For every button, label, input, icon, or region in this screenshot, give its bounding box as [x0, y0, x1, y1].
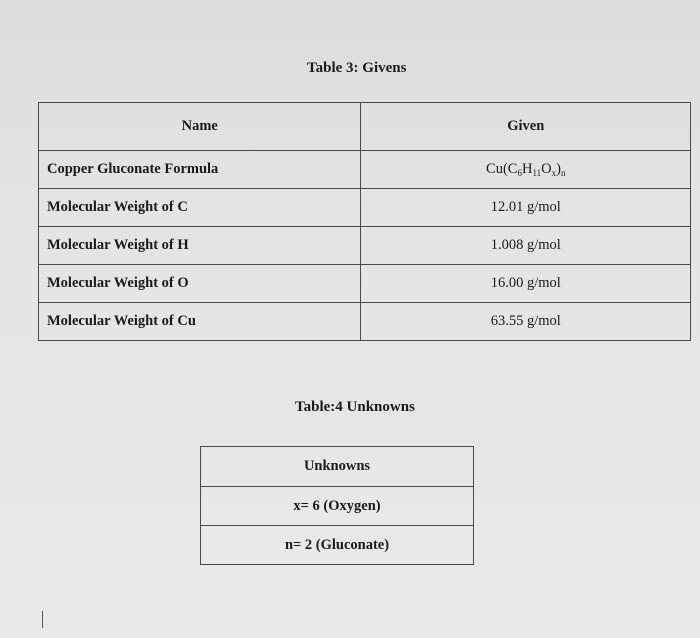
formula-subscript: x: [551, 168, 557, 178]
table3-caption: Table 3: Givens: [307, 60, 407, 76]
header-given: Given: [361, 103, 691, 151]
header-name: Name: [39, 103, 361, 151]
formula-part: ): [556, 161, 561, 177]
table-row: [39, 189, 691, 227]
formula-part: Cu(C: [486, 161, 518, 177]
table-header-row: [201, 447, 474, 487]
unknown-value: x= 6 (Oxygen): [201, 487, 474, 526]
unknown-value: n= 2 (Gluconate): [201, 526, 474, 565]
formula-part: O: [541, 161, 552, 177]
header-unknowns: Unknowns: [201, 447, 474, 487]
text-cursor: [42, 611, 43, 628]
row-name: Copper Gluconate Formula: [39, 151, 361, 189]
formula-subscript: 11: [532, 168, 542, 178]
givens-table: [38, 102, 691, 341]
unknowns-table: [200, 446, 474, 565]
formula-part: H: [521, 161, 533, 177]
row-name: Molecular Weight of H: [39, 227, 361, 265]
table-row: [39, 303, 691, 341]
table-row: [201, 526, 474, 565]
row-given: 63.55 g/mol: [361, 303, 691, 341]
row-given: 12.01 g/mol: [361, 189, 691, 227]
table4-caption: Table:4 Unknowns: [295, 399, 415, 415]
table-row: [201, 487, 474, 526]
formula-subscript: n: [560, 168, 566, 178]
row-given: 1.008 g/mol: [361, 227, 691, 265]
copper-gluconate-formula: [361, 151, 691, 189]
formula-subscript: 6: [517, 168, 522, 178]
row-given: 16.00 g/mol: [361, 265, 691, 303]
table-row: [39, 227, 691, 265]
row-name: Molecular Weight of C: [39, 189, 361, 227]
table-row: [39, 265, 691, 303]
row-name: Molecular Weight of Cu: [39, 303, 361, 341]
table-row: [39, 151, 691, 189]
row-name: Molecular Weight of O: [39, 265, 361, 303]
table-header-row: [39, 103, 691, 151]
